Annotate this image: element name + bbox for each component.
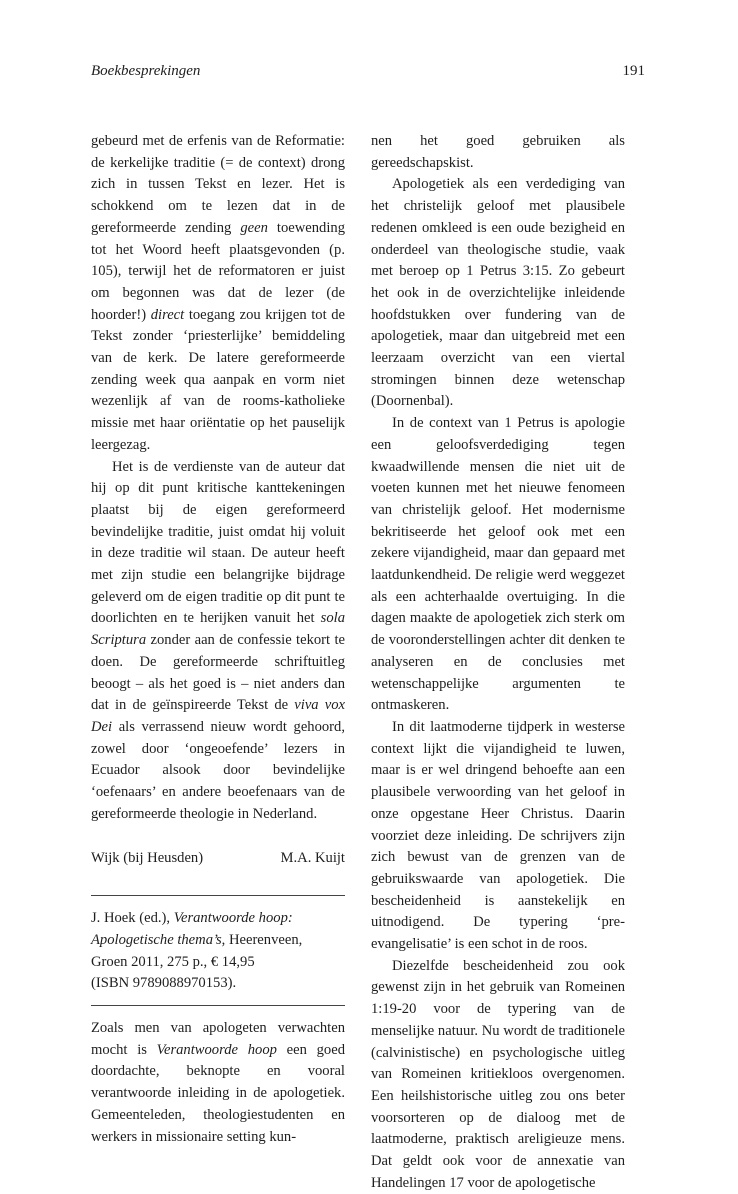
- paragraph: [91, 457, 345, 826]
- publication-info: Groen 2011, 275 p., € 14,95: [91, 953, 255, 970]
- isbn: (ISBN 9789088970153).: [91, 975, 237, 992]
- right-column: [371, 131, 625, 1194]
- italic-text: sola Scriptura: [91, 610, 345, 649]
- text-run: zonder aan de confessie tekort te doen. De gereformeerde schriftuitleg beoogt – als het goed is – niet anders dan dat in de geïnspireerde Tekst de: [91, 632, 345, 714]
- divider: [91, 895, 345, 896]
- text-run: gebeurd met de erfenis van de Reformatie: de kerkelijke traditie (= de context) drong zich in tussen Tekst en lezer. Het is schokkend om te lezen dat in de gereformeerde zending: [91, 133, 345, 236]
- page-number: 191: [622, 63, 645, 79]
- text-run: Zoals men van apologeten verwachten mocht is: [91, 1020, 345, 1058]
- paragraph: [91, 1018, 345, 1148]
- signature-place: Wijk (bij Heusden): [91, 849, 204, 866]
- text-run: J. Hoek (ed.),: [91, 910, 174, 927]
- divider: [91, 1005, 345, 1006]
- paragraph: Diezelfde bescheidenheid zou ook gewenst zijn in het gebruik van Romeinen 1:19-20 voor de typering van de menselijke natuur. Nu wordt de traditionele (calvinistische) en psychologische uitleg van Romeinen kritiekloos overgenomen. Een heilshistorische uitleg zou ons beter voorsorteren op de dialoog met de laatmoderne, praktisch areligieuze mens. Dat geldt ook voor de annexatie van Handelingen 17 voor de apologetische: [371, 957, 625, 1191]
- paragraph: nen het goed gebruiken als gereedschapskist.: [371, 133, 625, 171]
- book-title: Verantwoorde hoop:: [173, 910, 293, 927]
- book-reference: [91, 908, 345, 995]
- text-run: als verrassend nieuw wordt gehoord, zowel door ‘ongeoefende’ lezers in Ecuador alsook door bevindelijke ‘oefenaars’ en andere beoefenaars van de gereformeerde theologie in Nederland.: [91, 718, 345, 822]
- running-head: Boekbesprekingen: [91, 63, 201, 79]
- text-run: een goed doordachte, beknopte en vooral verantwoorde inleiding in de apologetiek. Gemeenteleden, theologiestudenten en werkers in missionaire setting kun-: [91, 1041, 346, 1145]
- signature-author: M.A. Kuijt: [280, 849, 345, 866]
- paragraph: Apologetiek als een verdediging van het christelijk geloof met plausibele redenen omkleed is een oude bezigheid en onderdeel van theologische studie, vaak met beroep op 1 Petrus 3:15. Zo gebeurt het ook in de overzichtelijke inleidende hoofdstukken over fundering van de apologetiek, maar dan uitgebreid met een leerzaam overzicht van een viertal stromingen binnen deze wetenschap (Doornenbal).: [371, 176, 625, 410]
- left-column: [91, 131, 345, 1148]
- italic-text: geen: [240, 219, 268, 236]
- book-subtitle: Apologetische thema’s: [91, 931, 222, 948]
- text-run: toewending tot het Woord heeft plaatsgevonden (p. 105), terwijl het de reformatoren er juist om begonnen was dat de lezer (de hoorder!): [91, 219, 345, 323]
- paragraph: [91, 131, 345, 457]
- italic-text: direct: [150, 306, 185, 323]
- paragraph: In de context van 1 Petrus is apologie een geloofsverdediging tegen kwaadwillende mensen die niet uit de voeten kunnen met het nieuwe fenomeen van christelijk geloof. Het modernisme bekritiseerde het geloof ook met een zekere vijandigheid, maar dan gepaard met laatdunkendheid. De religie werd weggezet als een achterhaalde overtuiging. In die dagen maakte de apologetiek zich sterk om de vooronderstellingen achter dit denken te analyseren en de conclusies met wetenschappelijke argumenten te ontmaskeren.: [371, 415, 625, 714]
- text-run: Het is de verdienste van de auteur dat hij op dit punt kritische kanttekeningen plaatst bij de eigen gereformeerd bevindelijke traditie, juist omdat hij voluit in deze traditie wil staan. De auteur heeft met zijn studie een belangrijke bijdrage geleverd om de eigen traditie op dit punt te doorlichten en te herijken vanuit het: [91, 458, 345, 627]
- text-run: toegang zou krijgen tot de Tekst zonder ‘priesterlijke’ bemiddeling van de kerk. De latere gereformeerde zending week qua aanpak en vorm niet wezenlijk af van de rooms-katholieke missie met haar oriëntatie op het pauselijk leergezag.: [91, 306, 345, 453]
- review-signature: [91, 848, 345, 870]
- italic-text: Verantwoorde hoop: [156, 1041, 277, 1058]
- paragraph: In dit laatmoderne tijdperk in westerse context lijkt die vijandigheid te luwen, maar is er wel dringend behoefte aan een plausibele verwoording van het geloof in onze opgestane Heer Christus. Daarin voorziet deze inleiding. De schrijvers zijn zich bewust van de grenzen van de gebruikswaarde van apologetiek. Die bescheidenheid is aanstekelijk en uitnodigend. De typering ‘pre-evangelisatie’ is een schot in de roos.: [371, 718, 625, 953]
- text-run: , Heerenveen,: [221, 931, 303, 948]
- italic-text: viva vox Dei: [91, 697, 345, 735]
